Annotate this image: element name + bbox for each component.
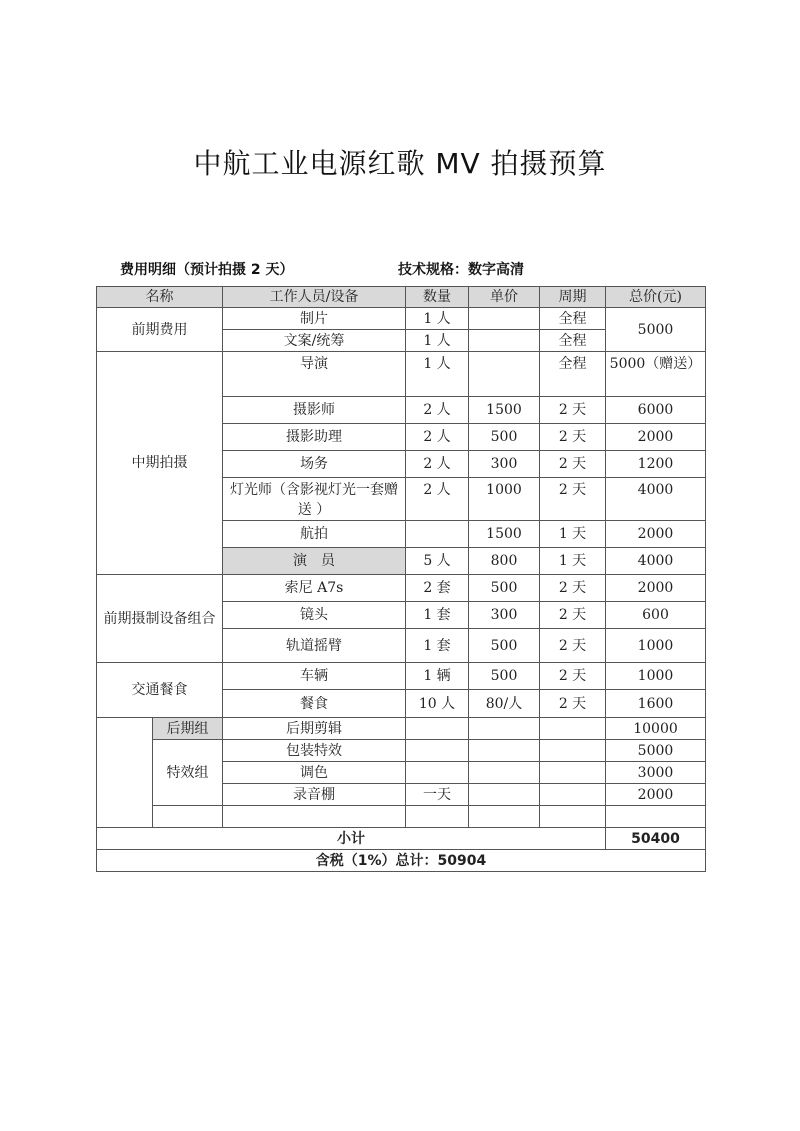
blank-cell: [540, 806, 606, 828]
item-cell: 后期剪辑: [223, 718, 406, 740]
header-price: 单价: [469, 287, 540, 308]
period-cell: 2 天: [540, 424, 606, 451]
budget-table: [96, 286, 706, 872]
item-cell: 灯光师（含影视灯光一套赠送 ）: [223, 478, 406, 521]
qty-cell: 2 人: [406, 451, 469, 478]
total-cell: 6000: [606, 397, 706, 424]
period-cell: 2 天: [540, 397, 606, 424]
qty-cell: [406, 762, 469, 784]
period-cell: 2 天: [540, 575, 606, 602]
group-preproduction: 前期费用: [97, 308, 223, 352]
period-cell: [540, 718, 606, 740]
subtotal-row: [97, 828, 706, 850]
price-cell: 300: [469, 451, 540, 478]
qty-cell: 2 人: [406, 424, 469, 451]
price-cell: 500: [469, 575, 540, 602]
period-cell: 全程: [540, 352, 606, 397]
qty-cell: 1 人: [406, 330, 469, 352]
item-cell: 餐食: [223, 690, 406, 718]
header-total: 总价(元): [606, 287, 706, 308]
header-period: 周期: [540, 287, 606, 308]
total-cell: 5000: [606, 740, 706, 762]
qty-cell: 1 人: [406, 308, 469, 330]
blank-cell: [153, 806, 223, 828]
qty-cell: [406, 740, 469, 762]
qty-cell: 一天: [406, 784, 469, 806]
tax-total-row: [97, 850, 706, 872]
table-row: [97, 740, 706, 762]
table-row: [97, 352, 706, 397]
total-cell: 2000: [606, 424, 706, 451]
item-cell: 摄影师: [223, 397, 406, 424]
price-cell: 1500: [469, 397, 540, 424]
qty-cell: 1 套: [406, 602, 469, 629]
blank-cell: [606, 806, 706, 828]
price-cell: [469, 308, 540, 330]
total-cell: 1000: [606, 629, 706, 663]
total-cell: 5000: [606, 308, 706, 352]
total-cell: 1000: [606, 663, 706, 690]
item-cell: 场务: [223, 451, 406, 478]
qty-cell: 1 辆: [406, 663, 469, 690]
price-cell: [469, 784, 540, 806]
qty-cell: 2 人: [406, 397, 469, 424]
total-cell: 2000: [606, 784, 706, 806]
price-cell: 300: [469, 602, 540, 629]
price-cell: 500: [469, 629, 540, 663]
price-cell: [469, 330, 540, 352]
cost-detail-label: 费用明细（预计拍摄 2 天）: [120, 262, 294, 278]
header-qty: 数量: [406, 287, 469, 308]
document-title: 中航工业电源红歌 MV 拍摄预算: [193, 147, 607, 180]
total-cell: 1600: [606, 690, 706, 718]
tax-total: 含税（1%）总计：50904: [97, 850, 706, 872]
price-cell: [469, 352, 540, 397]
table-row: [97, 308, 706, 330]
item-cell: 航拍: [223, 521, 406, 548]
price-cell: 1500: [469, 521, 540, 548]
item-cell: 录音棚: [223, 784, 406, 806]
header-item: 工作人员/设备: [223, 287, 406, 308]
period-cell: 2 天: [540, 690, 606, 718]
price-cell: 80/人: [469, 690, 540, 718]
period-cell: 全程: [540, 308, 606, 330]
qty-cell: 2 套: [406, 575, 469, 602]
table-header-row: [97, 287, 706, 308]
item-cell: 索尼 A7s: [223, 575, 406, 602]
group-effects: 特效组: [153, 740, 223, 806]
item-cell: 调色: [223, 762, 406, 784]
qty-cell: [406, 718, 469, 740]
total-cell: 600: [606, 602, 706, 629]
item-cell: 演 员: [223, 548, 406, 575]
item-cell: 制片: [223, 308, 406, 330]
total-cell: 1200: [606, 451, 706, 478]
blank-cell: [406, 806, 469, 828]
item-cell: 包装特效: [223, 740, 406, 762]
table-row: [97, 718, 706, 740]
tech-spec-label: 技术规格：数字高清: [398, 262, 524, 278]
item-cell: 导演: [223, 352, 406, 397]
blank-cell: [223, 806, 406, 828]
period-cell: [540, 784, 606, 806]
period-cell: [540, 740, 606, 762]
period-cell: 1 天: [540, 548, 606, 575]
price-cell: 800: [469, 548, 540, 575]
period-cell: 2 天: [540, 602, 606, 629]
period-cell: 2 天: [540, 629, 606, 663]
period-cell: [540, 762, 606, 784]
subtotal-label: 小计: [97, 828, 606, 850]
qty-cell: 10 人: [406, 690, 469, 718]
table-row: [97, 575, 706, 602]
group-equipment: 前期摄制设备组合: [97, 575, 223, 663]
blank-cell: [97, 718, 153, 828]
item-cell: 镜头: [223, 602, 406, 629]
period-cell: 2 天: [540, 478, 606, 521]
item-cell: 文案/统筹: [223, 330, 406, 352]
price-cell: 500: [469, 663, 540, 690]
group-transport: 交通餐食: [97, 663, 223, 718]
period-cell: 全程: [540, 330, 606, 352]
qty-cell: 2 人: [406, 478, 469, 521]
qty-cell: 1 套: [406, 629, 469, 663]
qty-cell: [406, 521, 469, 548]
period-cell: 2 天: [540, 663, 606, 690]
price-cell: 500: [469, 424, 540, 451]
total-cell: 10000: [606, 718, 706, 740]
total-cell: 4000: [606, 478, 706, 521]
price-cell: [469, 718, 540, 740]
table-row: [97, 663, 706, 690]
price-cell: 1000: [469, 478, 540, 521]
total-cell: 4000: [606, 548, 706, 575]
qty-cell: 5 人: [406, 548, 469, 575]
total-cell: 2000: [606, 521, 706, 548]
price-cell: [469, 762, 540, 784]
period-cell: 2 天: [540, 451, 606, 478]
item-cell: 轨道摇臂: [223, 629, 406, 663]
header-name: 名称: [97, 287, 223, 308]
total-cell: 5000（赠送）: [606, 352, 706, 397]
table-row: [97, 806, 706, 828]
subtotal-value: 50400: [606, 828, 706, 850]
group-shooting: 中期拍摄: [97, 352, 223, 575]
item-cell: 摄影助理: [223, 424, 406, 451]
total-cell: 2000: [606, 575, 706, 602]
period-cell: 1 天: [540, 521, 606, 548]
qty-cell: 1 人: [406, 352, 469, 397]
item-cell: 车辆: [223, 663, 406, 690]
total-cell: 3000: [606, 762, 706, 784]
price-cell: [469, 740, 540, 762]
group-postprod: 后期组: [153, 718, 223, 740]
blank-cell: [469, 806, 540, 828]
